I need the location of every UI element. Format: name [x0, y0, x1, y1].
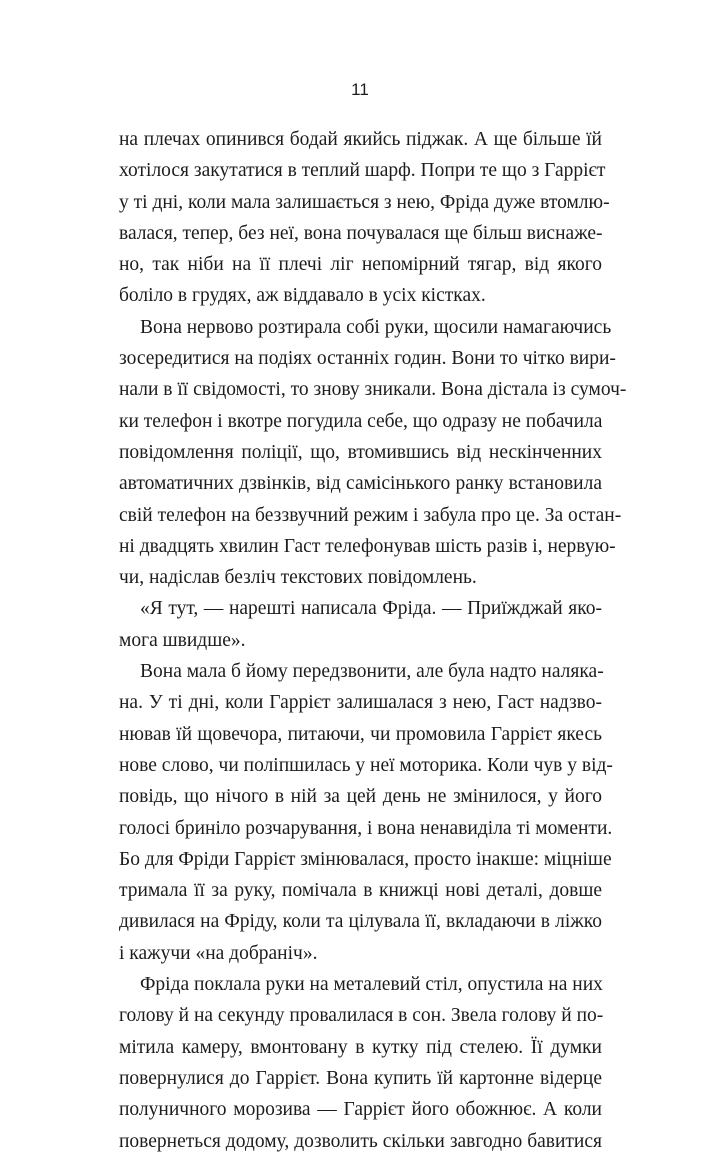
text-line: голову й на секунду провалилася в сон. Звела голову й по-: [119, 1005, 604, 1027]
text-line: тримала її за руку, помічала в книжці нові деталі, довше: [119, 880, 602, 902]
text-line: повернулися до Гаррієт. Вона купить їй картонне відерце: [119, 1067, 602, 1089]
text-line: Бо для Фріди Гаррієт змінювалася, просто інакше: міцніше: [119, 848, 612, 870]
text-line: зосередитися на подіях останніх годин. Вони то чітко вири-: [119, 348, 616, 370]
text-line: мітила камеру, вмонтовану в кутку під стелею. Її думки: [119, 1036, 602, 1058]
text-line: на. У ті дні, коли Гаррієт залишалася з нею, Гаст надзво-: [119, 692, 602, 714]
text-line: нове слово, чи поліпшилась у неї моторика. Коли чув у від-: [119, 754, 613, 776]
page-number: 11: [351, 80, 369, 99]
text-line: мога швидше».: [119, 629, 246, 651]
text-line: свій телефон на беззвучний режим і забула про це. За остан-: [119, 504, 622, 526]
text-line: у ті дні, коли мала залишається з нею, Фріда дуже втомлю-: [119, 191, 610, 213]
text-line: і кажучи «на добраніч».: [119, 942, 318, 964]
text-line: повідь, що нічого в ній за цей день не змінилося, у його: [119, 786, 602, 808]
text-line: валася, тепер, без неї, вона почувалася ще більш виснаже-: [119, 222, 603, 244]
text-line: Вона мала б йому передзвонити, але була надто наляка-: [140, 661, 604, 683]
text-line: но, так ніби на її плечі ліг непомірний тягар, від якого: [119, 254, 602, 276]
text-line: полуничного морозива — Гаррієт його обожнює. А коли: [119, 1099, 602, 1121]
text-line: хотілося закутатися в теплий шарф. Попри те що з Гаррієт: [119, 160, 606, 182]
text-line: на плечах опинився бодай якийсь піджак. А ще більше їй: [119, 129, 602, 150]
text-line: ки телефон і вкотре погудила себе, що одразу не побачила: [119, 410, 603, 432]
text-line: ні двадцять хвилин Гаст телефонував шість разів і, нервую-: [119, 535, 616, 557]
text-line: нали в її свідомості, то знову зникали. Вона дістала із сумоч-: [119, 379, 627, 401]
text-line: повідомлення поліції, що, втомившись від нескінченних: [119, 441, 602, 463]
text-line: голосі бриніло розчарування, і вона ненавиділа ті моменти.: [119, 817, 613, 839]
text-line: повернеться додому, дозволить скільки завгодно бавитися: [119, 1130, 602, 1152]
text-line: боліло в грудях, аж віддавало в усіх кістках.: [119, 285, 486, 307]
body-text: [119, 124, 627, 1157]
text-line: чи, надіслав безліч текстових повідомлень.: [119, 567, 477, 589]
text-line: «Я тут, — нарешті написала Фріда. — Приїжджай яко-: [140, 598, 602, 620]
text-line: нював їй щовечора, питаючи, чи промовила Гаррієт якесь: [119, 723, 602, 745]
text-line: Вона нервово розтирала собі руки, щосили намагаючись: [140, 316, 612, 338]
text-line: автоматичних дзвінків, від самісінького ранку встановила: [119, 473, 602, 495]
text-line: дивилася на Фріду, коли та цілувала її, вкладаючи в ліжко: [119, 911, 602, 933]
text-line: Фріда поклала руки на металевий стіл, опустила на них: [140, 974, 603, 996]
